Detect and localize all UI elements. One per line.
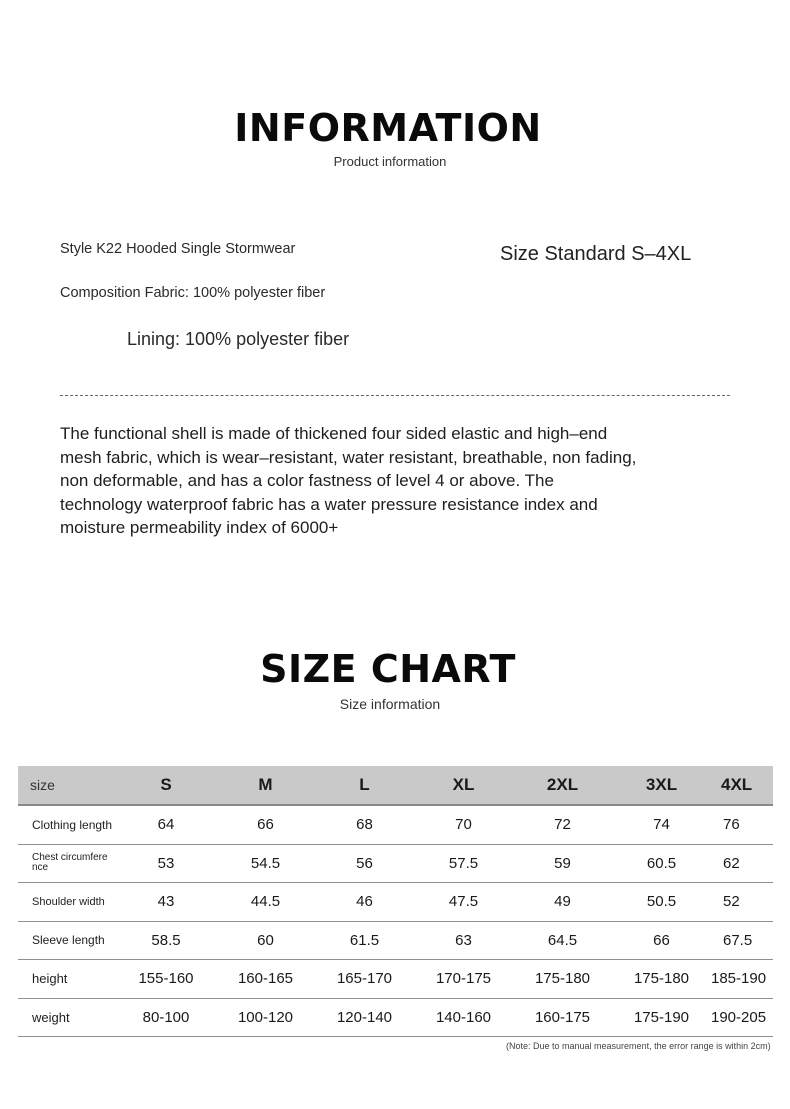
table-cell: 66 bbox=[216, 805, 315, 844]
table-cell: 175-180 bbox=[513, 960, 612, 999]
table-cell: 160-175 bbox=[513, 998, 612, 1037]
table-cell: 59 bbox=[513, 844, 612, 883]
table-cell: 43 bbox=[116, 883, 216, 922]
table-cell: 185-190 bbox=[711, 960, 773, 999]
information-subtitle: Product information bbox=[333, 154, 447, 169]
description-line: moisture permeability index of 6000+ bbox=[60, 518, 339, 537]
table-cell: 120-140 bbox=[315, 998, 414, 1037]
table-cell: 160-165 bbox=[216, 960, 315, 999]
table-cell: 47.5 bbox=[414, 883, 513, 922]
size-chart-table bbox=[18, 766, 773, 1037]
row-label: weight bbox=[18, 998, 116, 1037]
dashed-divider bbox=[60, 395, 730, 396]
table-cell: 80-100 bbox=[116, 998, 216, 1037]
table-cell: 70 bbox=[414, 805, 513, 844]
table-cell: 61.5 bbox=[315, 921, 414, 960]
table-cell: 67.5 bbox=[711, 921, 773, 960]
table-cell: 155-160 bbox=[116, 960, 216, 999]
table-cell: 60.5 bbox=[612, 844, 711, 883]
table-cell: 68 bbox=[315, 805, 414, 844]
measurement-row bbox=[18, 960, 773, 999]
size-header-cell: M bbox=[216, 766, 315, 805]
size-header-cell: XL bbox=[414, 766, 513, 805]
table-cell: 46 bbox=[315, 883, 414, 922]
table-cell: 64.5 bbox=[513, 921, 612, 960]
description-line: technology waterproof fabric has a water pressure resistance index and bbox=[60, 494, 598, 514]
table-cell: 49 bbox=[513, 883, 612, 922]
size-header-cell: 3XL bbox=[612, 766, 711, 805]
table-cell: 190-205 bbox=[711, 998, 773, 1037]
table-cell: 54.5 bbox=[216, 844, 315, 883]
table-cell: 56 bbox=[315, 844, 414, 883]
size-standard-spec: Size Standard S–4XL bbox=[500, 243, 692, 265]
size-header-cell: 4XL bbox=[711, 766, 773, 805]
size-header-row bbox=[18, 766, 773, 805]
table-cell: 175-190 bbox=[612, 998, 711, 1037]
table-cell: 170-175 bbox=[414, 960, 513, 999]
table-cell: 52 bbox=[711, 883, 773, 922]
table-cell: 64 bbox=[116, 805, 216, 844]
table-cell: 50.5 bbox=[612, 883, 711, 922]
description-line: mesh fabric, which is wear–resistant, water resistant, breathable, non fading, bbox=[60, 447, 637, 467]
table-cell: 44.5 bbox=[216, 883, 315, 922]
row-label: Clothing length bbox=[18, 805, 116, 844]
table-cell: 100-120 bbox=[216, 998, 315, 1037]
row-label: height bbox=[18, 960, 116, 999]
size-header-cell: S bbox=[116, 766, 216, 805]
size-header-cell: L bbox=[315, 766, 414, 805]
row-label: Sleeve length bbox=[18, 921, 116, 960]
table-cell: 53 bbox=[116, 844, 216, 883]
product-description bbox=[60, 422, 740, 540]
measurement-row bbox=[18, 998, 773, 1037]
row-label: Shoulder width bbox=[18, 883, 116, 922]
table-cell: 66 bbox=[612, 921, 711, 960]
size-chart-subtitle: Size information bbox=[339, 696, 441, 712]
measurement-row bbox=[18, 805, 773, 844]
table-cell: 60 bbox=[216, 921, 315, 960]
table-cell: 58.5 bbox=[116, 921, 216, 960]
table-cell: 62 bbox=[711, 844, 773, 883]
style-spec: Style K22 Hooded Single Stormwear bbox=[60, 241, 296, 257]
measurement-row bbox=[18, 844, 773, 883]
measurement-row bbox=[18, 883, 773, 922]
table-cell: 72 bbox=[513, 805, 612, 844]
table-cell: 57.5 bbox=[414, 844, 513, 883]
lining-spec: Lining: 100% polyester fiber bbox=[127, 329, 350, 349]
size-header-label: size bbox=[18, 766, 116, 805]
measurement-row bbox=[18, 921, 773, 960]
table-cell: 74 bbox=[612, 805, 711, 844]
size-chart-title: SIZE CHART bbox=[260, 647, 516, 691]
measurement-note: (Note: Due to manual measurement, the error range is within 2cm) bbox=[506, 1041, 771, 1051]
table-cell: 63 bbox=[414, 921, 513, 960]
table-cell: 76 bbox=[711, 805, 773, 844]
table-cell: 165-170 bbox=[315, 960, 414, 999]
information-title: INFORMATION bbox=[234, 106, 542, 150]
description-line: non deformable, and has a color fastness of level 4 or above. The bbox=[60, 471, 554, 490]
table-cell: 175-180 bbox=[612, 960, 711, 999]
row-label: Chest circumfere nce bbox=[18, 844, 116, 883]
description-line: The functional shell is made of thickened four sided elastic and high–end bbox=[60, 424, 608, 443]
size-header-cell: 2XL bbox=[513, 766, 612, 805]
composition-spec: Composition Fabric: 100% polyester fiber bbox=[60, 285, 326, 301]
table-cell: 140-160 bbox=[414, 998, 513, 1037]
